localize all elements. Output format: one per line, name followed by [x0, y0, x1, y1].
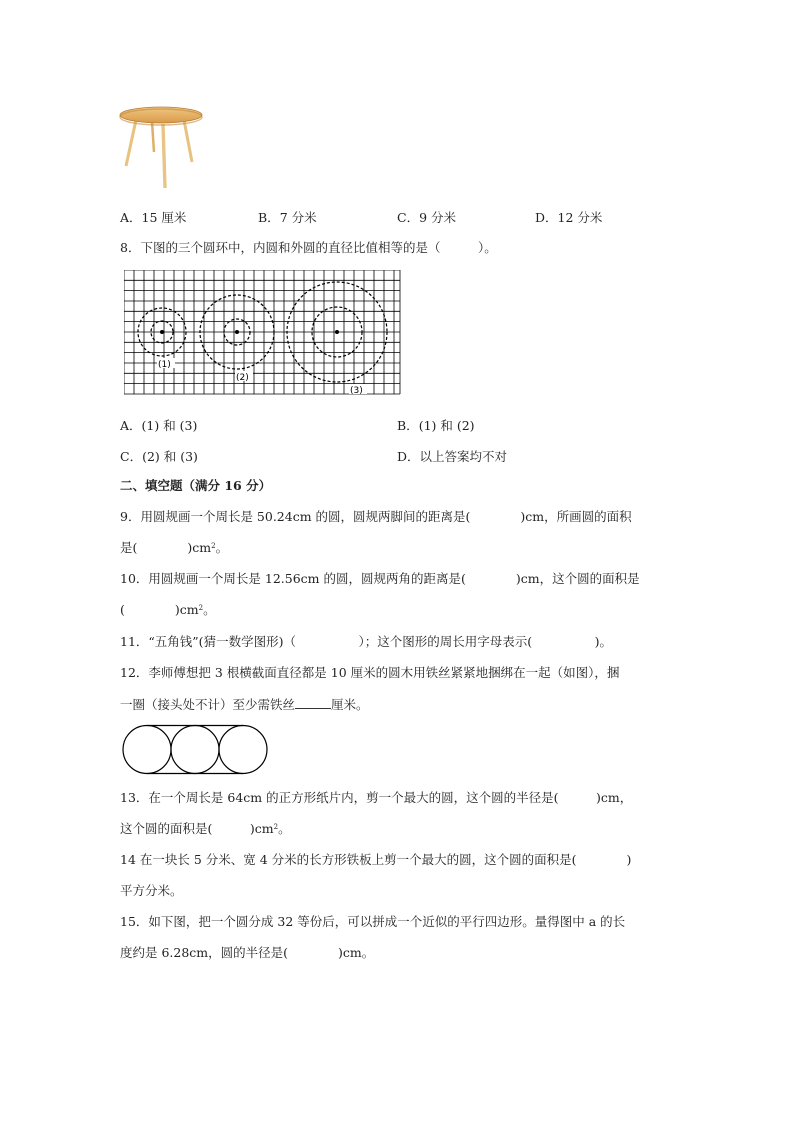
ring-label-3: (3): [350, 386, 363, 395]
q8-question: 8．下图的三个圆环中，内圆和外圆的直径比值相等的是（ ）。: [120, 240, 497, 255]
q12-line1: 12．李师傅想把 3 根横截面直径都是 10 厘米的圆木用铁丝紧紧地捆绑在一起（如图），捆: [120, 665, 620, 680]
ring-label-1: (1): [158, 360, 171, 370]
q7-option-b: B．7 分米: [258, 210, 317, 225]
q9-line2: 是( )$cm^2$。: [120, 540, 229, 555]
q13-line2: 这个圆的面积是( )$cm^2$。: [120, 821, 291, 836]
q8-option-b: B．(1) 和 (2): [397, 418, 475, 433]
q7-option-c: C．9 分米: [397, 210, 457, 225]
q14-line1: 14 在一块长 5 分米、宽 4 分米的长方形铁板上剪一个最大的圆，这个圆的面积是( ): [120, 852, 632, 867]
section-title: 二、填空题（满分 16 分）: [120, 478, 272, 493]
q15-line1: 15．如下图，把一个圆分成 32 等份后，可以拼成一个近似的平行四边形。量得图中 a 的长: [120, 914, 626, 929]
three-logs-figure: [120, 724, 270, 778]
answer-blank: [295, 696, 331, 709]
q9-line1: 9．用圆规画一个周长是 50.24cm 的圆，圆规两脚间的距离是( )cm，所画圆的面积: [120, 509, 632, 524]
q7-option-a: A．15 厘米: [120, 210, 187, 225]
q12-line2: 一圈（接头处不计）至少需铁丝 厘米。: [120, 697, 369, 712]
q8-option-d: D．以上答案均不对: [397, 449, 508, 464]
ring-label-2: (2): [236, 373, 249, 383]
q15-line2: 度约是 6.28cm，圆的半径是( )cm。: [120, 945, 375, 960]
q8-option-c: C．(2) 和 (3): [120, 449, 198, 464]
q10-line2: ( )$cm^2$。: [120, 602, 216, 617]
q8-ring-grid-figure: [124, 270, 401, 395]
q13-line1: 13．在一个周长是 64cm 的正方形纸片内，剪一个最大的圆，这个圆的半径是( )cm，: [120, 790, 633, 805]
q7-option-d: D．12 分米: [535, 210, 603, 225]
q14-line2: 平方分米。: [120, 883, 183, 898]
round-table-image: [118, 104, 204, 192]
q10-line1: 10．用圆规画一个周长是 12.56cm 的圆，圆规两角的距离是( )cm，这个圆的面积是: [120, 571, 640, 586]
q11-question: 11．“五角钱”(猜一数学图形)（ ）；这个图形的周长用字母表示( )。: [120, 634, 612, 649]
q8-option-a: A．(1) 和 (3): [120, 418, 198, 433]
